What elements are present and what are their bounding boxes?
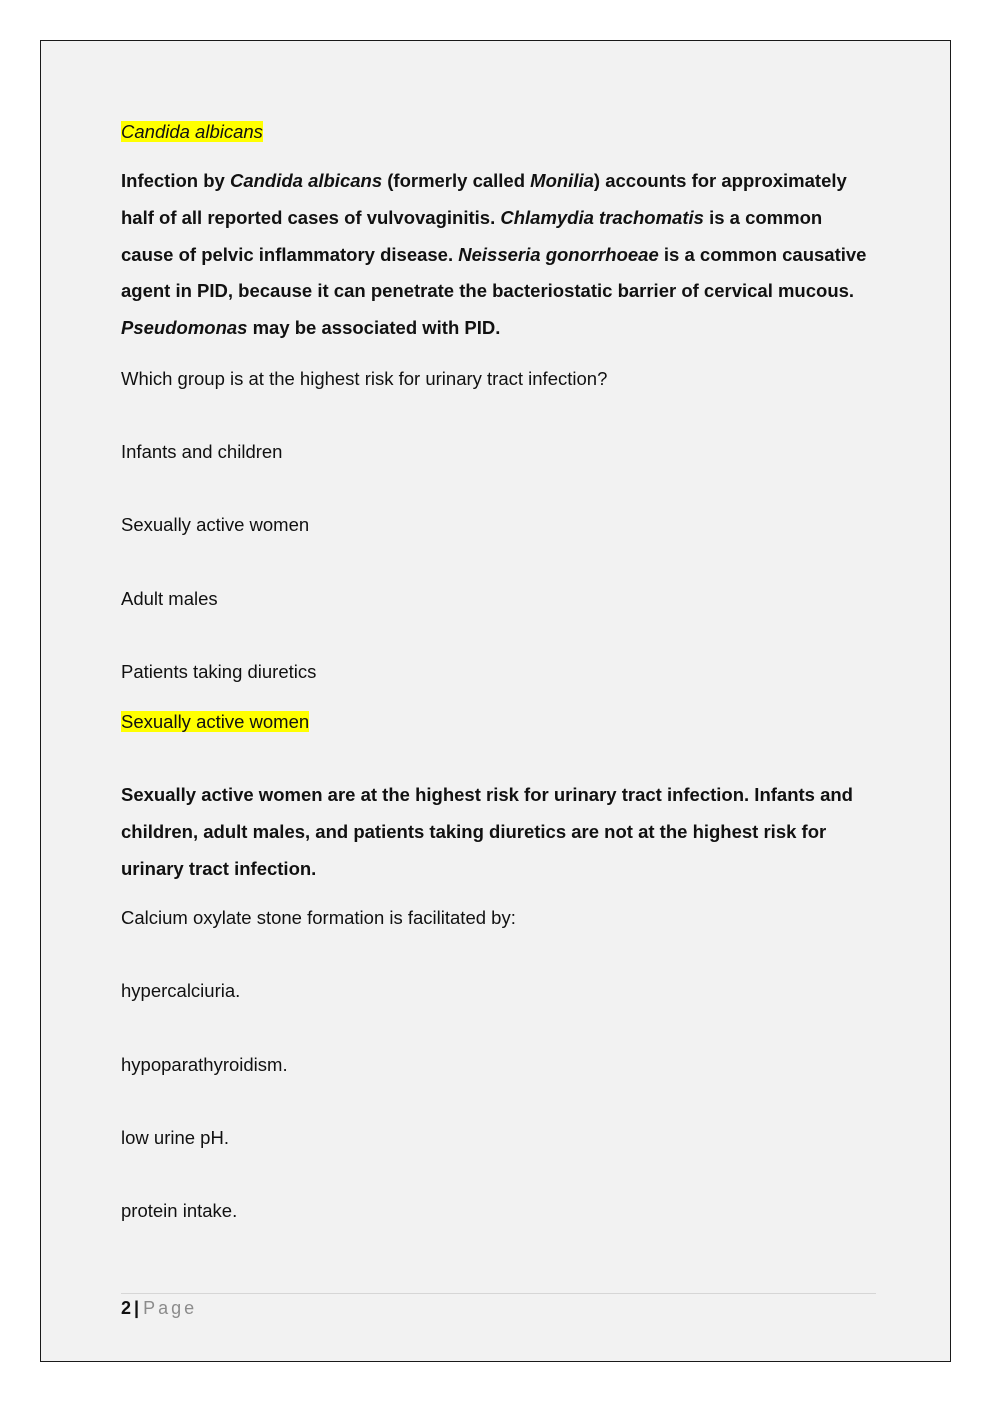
q3-option-1: hypercalciuria. (121, 980, 241, 1001)
q1-rationale-segment: Neisseria gonorrhoeae (458, 243, 659, 265)
footer-separator: | (134, 1298, 140, 1318)
q1-rationale-segment: Monilia (530, 170, 594, 191)
q1-answer (121, 120, 263, 144)
q1-rationale (121, 163, 876, 347)
q1-rationale-segment: ) accounts for approximately half of all reported cases of vulvovaginitis. (121, 170, 847, 228)
page-number: 2 (121, 1298, 132, 1318)
q3-question: Calcium oxylate stone formation is facilitated by: (121, 907, 516, 928)
q1-answer-highlight: Candida albicans (121, 121, 263, 142)
q1-rationale-segment: is a common causative agent in PID, because it can penetrate the bacteriostatic barrier of cervical mucous. (121, 243, 867, 302)
page-word: Page (143, 1298, 198, 1318)
q3-option-2: hypoparathyroidism. (121, 1054, 288, 1075)
q2-option-3: Adult males (121, 588, 218, 609)
q1-rationale-segment: is a common cause of pelvic inflammatory disease. (121, 206, 823, 265)
q2-question: Which group is at the highest risk for urinary tract infection? (121, 368, 608, 389)
page-footer (121, 1296, 197, 1320)
q2-option-4: Patients taking diuretics (121, 661, 317, 682)
q1-rationale-segment: may be associated with PID. (247, 317, 501, 339)
q2-answer (121, 710, 309, 734)
q2-rationale: Sexually active women are at the highest risk for urinary tract infection. Infants and children, adult males, and patients taking diuretics are not at the highest risk for urinary tract infection. (121, 784, 853, 879)
q1-rationale-segment: Pseudomonas (121, 317, 248, 339)
q2-option-1: Infants and children (121, 441, 283, 462)
q3-option-3: low urine pH. (121, 1127, 229, 1148)
document-page (40, 40, 951, 1362)
q1-rationale-segment: (formerly called (382, 170, 531, 191)
q3-option-4: protein intake. (121, 1200, 238, 1221)
footer-divider (121, 1293, 876, 1294)
q1-rationale-segment: Infection by (121, 170, 230, 191)
q1-rationale-segment: Chlamydia trachomatis (500, 206, 704, 228)
q1-rationale-segment: Candida albicans (229, 170, 383, 191)
q2-answer-highlight: Sexually active women (121, 711, 310, 732)
q2-option-2: Sexually active women (121, 514, 310, 535)
